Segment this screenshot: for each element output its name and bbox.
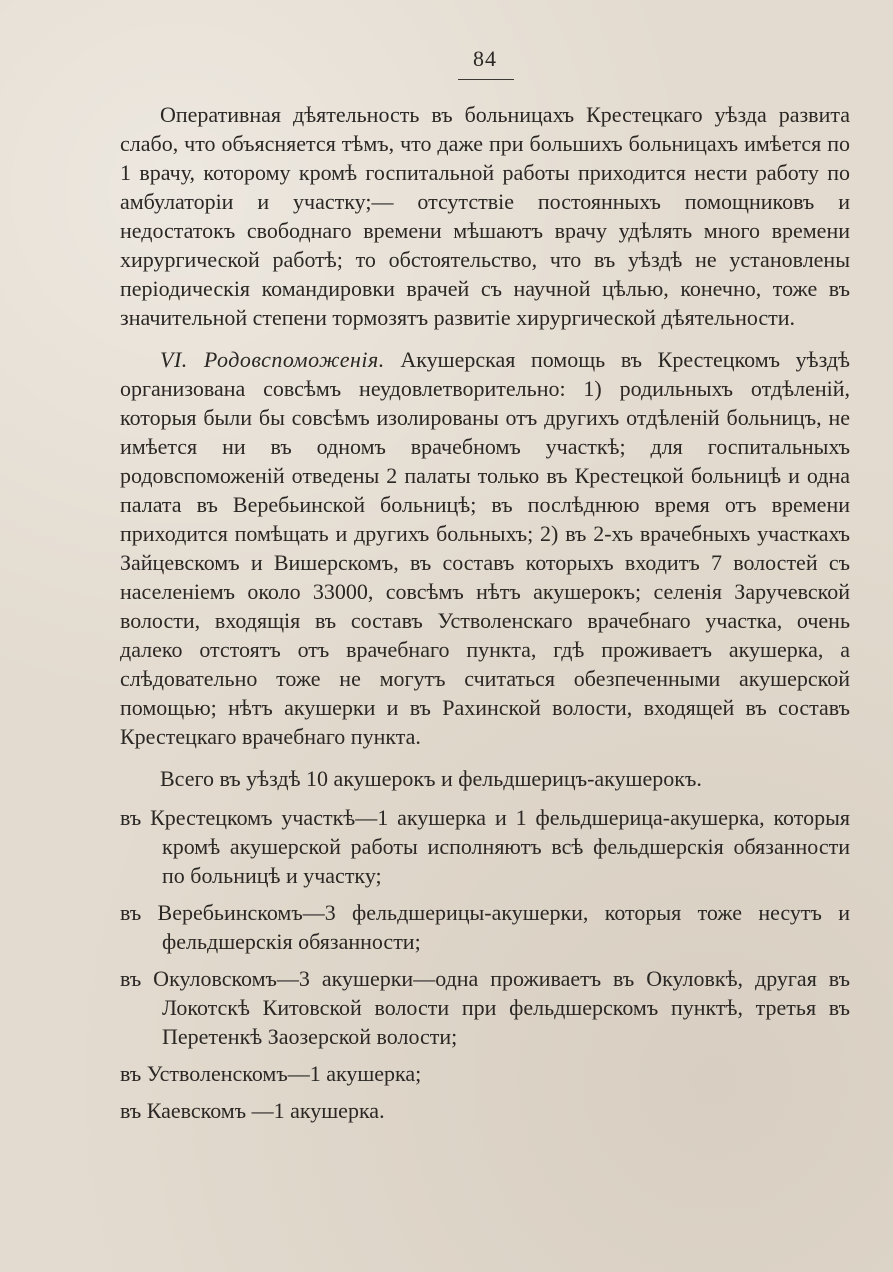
list-item: въ Окуловскомъ—3 акушерки—одна проживаетъ въ Окуловкѣ, другая въ Локотскѣ Китовской волости при фельдшерскомъ пунктѣ, третья въ Перетенкѣ Заозерской волости;: [120, 966, 850, 1049]
list-item: въ Устволенскомъ—1 акушерка;: [120, 1061, 422, 1086]
paragraph-obstetrics: [120, 345, 850, 751]
page-number-rule: [458, 79, 514, 80]
midwife-distribution-list: [120, 803, 850, 1125]
section-heading: VI. Родовспоможенія.: [160, 347, 385, 372]
list-item: въ Крестецкомъ участкѣ—1 акушерка и 1 фельдшерица-акушерка, которыя кромѣ акушерской работы исполняютъ всѣ фельдшерскія обязанности по больницѣ и участку;: [120, 805, 850, 888]
page-number: 84: [473, 46, 497, 71]
paragraph-text: Всего въ уѣздѣ 10 акушерокъ и фельдшерицъ-акушерокъ.: [160, 766, 702, 791]
list-item: въ Каевскомъ —1 акушерка.: [120, 1098, 385, 1123]
paragraph-text: Акушерская помощь въ Крестецкомъ уѣздѣ организована совсѣмъ неудовлетворительно: 1) родильныхъ отдѣленій, которыя были бы совсѣмъ изолированы отъ другихъ отдѣленій больницъ, не имѣется ни въ одномъ врачебномъ участкѣ; для госпитальныхъ родовспоможеній отведены 2 палаты только въ Крестецкой больницѣ и одна палата въ Веребьинской больницѣ; въ послѣднюю время отъ времени приходится помѣщать и другихъ больныхъ; 2) въ 2-хъ врачебныхъ участкахъ Зайцевскомъ и Вишерскомъ, въ составъ которыхъ входитъ 7 волостей съ населеніемъ около 33000, совсѣмъ нѣтъ акушерокъ; селенія Заручевской волости, входящія въ составъ Устволенскаго врачебнаго участка, очень далеко отстоятъ отъ врачебнаго пункта, гдѣ проживаетъ акушерка, а слѣдовательно тоже не могутъ считаться обезпеченными акушерской помощью; нѣтъ акушерки и въ Рахинской волости, входящей въ составъ Крестецкаго врачебнаго пункта.: [120, 347, 850, 749]
paragraph-text: Оперативная дѣятельность въ больницахъ Крестецкаго уѣзда развита слабо, что объясняется тѣмъ, что даже при большихъ больницахъ имѣется по 1 врачу, которому кромѣ госпитальной работы приходится нести работу по амбулаторіи и участку;— отсутствіе постоянныхъ помощниковъ и недостатокъ свободнаго времени мѣшаютъ врачу удѣлять много времени хирургической работѣ; то обстоятельство, что въ уѣздѣ не установлены періодическія командировки врачей съ научной цѣлью, конечно, тоже въ значительной степени тормозятъ развитіе хирургической дѣятельности.: [120, 102, 850, 330]
list-item: въ Веребьинскомъ—3 фельдшерицы-акушерки, которыя тоже несутъ и фельдшерскія обязанности;: [120, 900, 850, 954]
paragraph-operative-activity: [120, 100, 850, 332]
paragraph-total-midwives: [120, 764, 850, 793]
page-content: [120, 100, 850, 1125]
